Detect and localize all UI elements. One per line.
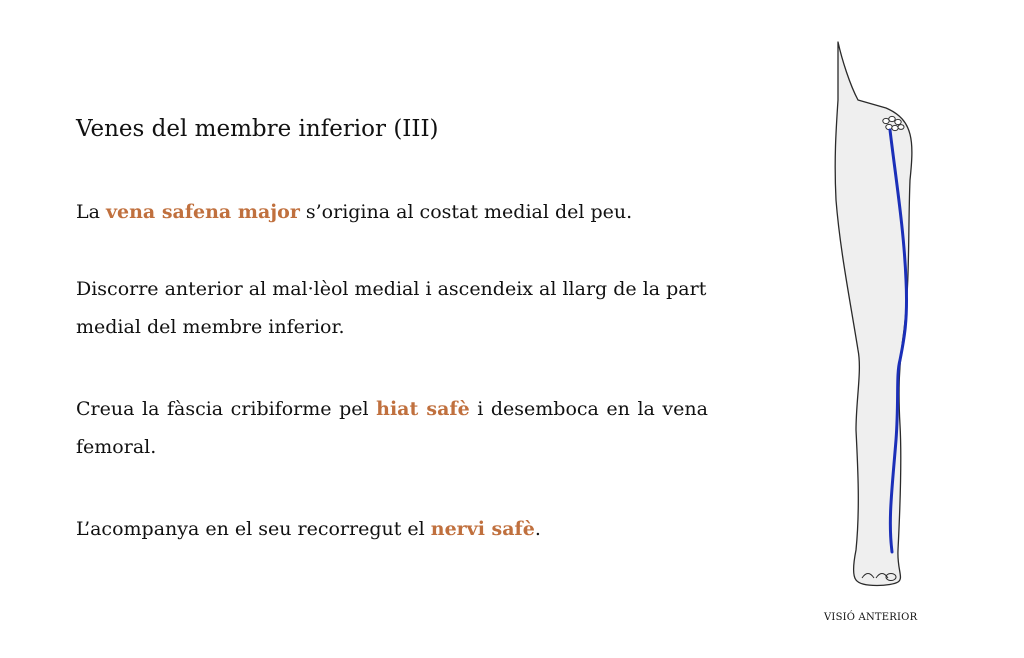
paragraph-termination [76, 390, 708, 466]
paragraph-origin [76, 193, 708, 231]
paragraph-nerve [76, 510, 708, 548]
p1-text-after: s’origina al costat medial del peu. [299, 201, 633, 223]
paragraph-course: Discorre anterior al mal·lèol medial i ascendeix al llarg de la part medial del membre inferior. [76, 278, 707, 338]
p1-text-before: La [76, 201, 106, 223]
figure-caption: VISIÓ ANTERIOR [824, 612, 918, 623]
slide-title: Venes del membre inferior (III) [76, 116, 439, 142]
p4-text-after: . [534, 518, 541, 540]
p3-text-after: i desemboca en la vena femoral. [76, 398, 708, 458]
p4-text-before: L’acompanya en el seu recorregut el [76, 518, 431, 540]
term-vena-safena-major: vena safena major [105, 201, 300, 223]
p3-text-before: Creua la fàscia cribiforme pel [76, 398, 377, 420]
term-hiat-safe: hiat safè [376, 398, 470, 420]
leg-illustration [800, 30, 940, 590]
term-nervi-safe: nervi safè [430, 518, 535, 540]
